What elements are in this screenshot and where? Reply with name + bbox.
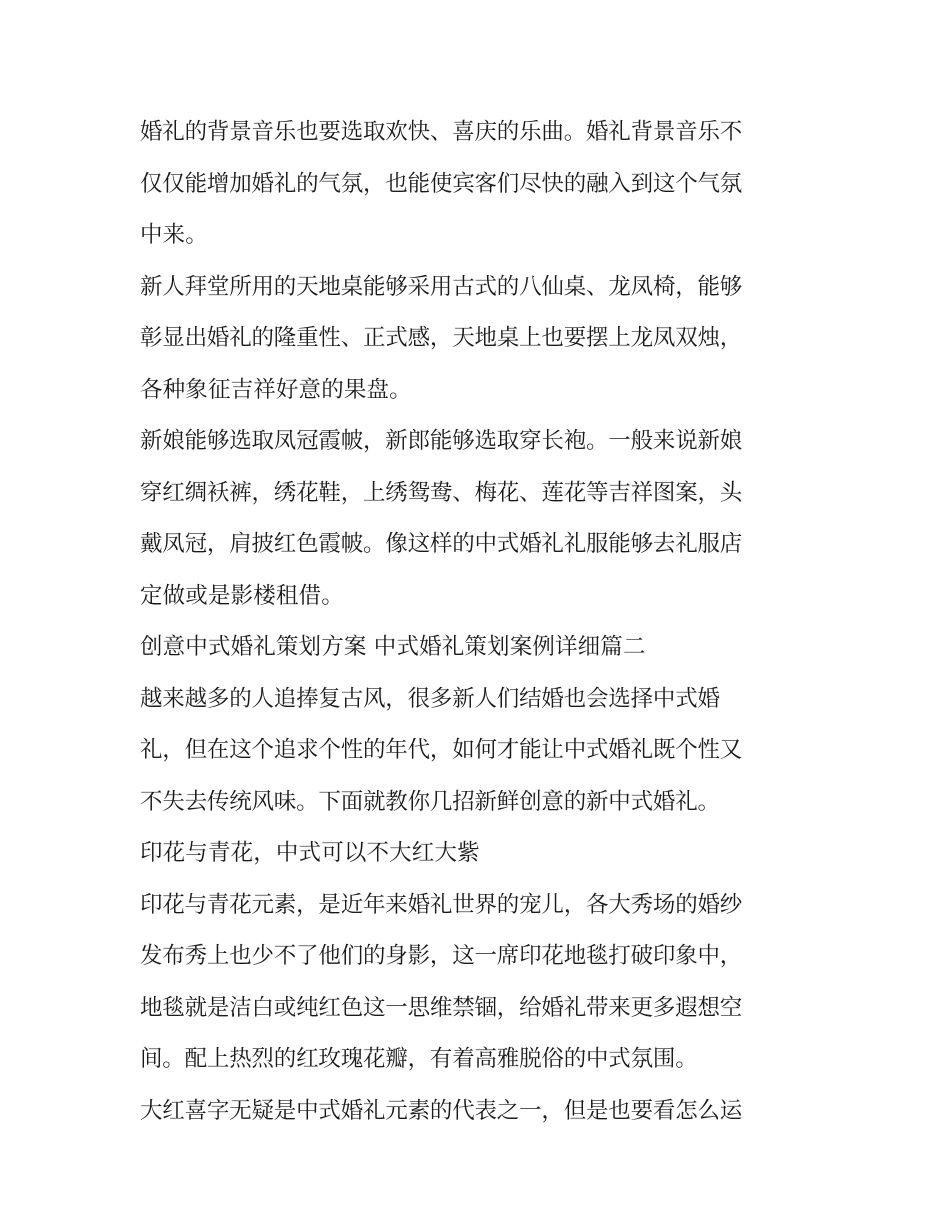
text-line: 大红喜字无疑是中式婚礼元素的代表之一，但是也要看怎么运 xyxy=(140,1097,743,1124)
text-line: 间。配上热烈的红玫瑰花瓣，有着高雅脱俗的中式氛围。 xyxy=(140,1046,698,1072)
text-line: 定做或是影楼租借。 xyxy=(140,582,344,609)
text-line: 戴凤冠，肩披红色霞帔。像这样的中式婚礼礼服能够去礼服店 xyxy=(140,531,743,557)
document-page xyxy=(140,107,815,1137)
text-line: 印花与青花元素，是近年来婚礼世界的宠儿，各大秀场的婚纱 xyxy=(140,891,743,918)
subheading: 印花与青花，中式可以不大红大紫 xyxy=(140,840,480,866)
text-line: 婚礼的背景音乐也要选取欢快、喜庆的乐曲。婚礼背景音乐不 xyxy=(140,119,743,145)
text-line: 各种象征吉祥好意的果盘。 xyxy=(140,376,412,403)
section-heading: 创意中式婚礼策划方案 中式婚礼策划案例详细篇二 xyxy=(140,634,646,660)
text-line: 新人拜堂所用的天地桌能够采用古式的八仙桌、龙凤椅，能够 xyxy=(140,273,743,300)
text-line: 越来越多的人追捧复古风，很多新人们结婚也会选择中式婚 xyxy=(140,685,720,712)
text-line: 不失去传统风味。下面就教你几招新鲜创意的新中式婚礼。 xyxy=(140,788,720,815)
text-line: 中来。 xyxy=(140,222,208,248)
text-line: 彰显出婚礼的隆重性、正式感，天地桌上也要摆上龙凤双烛， xyxy=(140,325,743,351)
text-line: 地毯就是洁白或纯红色这一思维禁锢，给婚礼带来更多遐想空 xyxy=(140,994,743,1021)
text-line: 仅仅能增加婚礼的气氛，也能使宾客们尽快的融入到这个气氛 xyxy=(140,170,743,197)
text-line: 穿红绸袄裤，绣花鞋，上绣鸳鸯、梅花、莲花等吉祥图案，头 xyxy=(140,479,743,506)
text-line: 新娘能够选取凤冠霞帔，新郎能够选取穿长袍。一般来说新娘 xyxy=(140,428,743,454)
text-line: 发布秀上也少不了他们的身影，这一席印花地毯打破印象中， xyxy=(140,943,743,969)
text-line: 礼，但在这个追求个性的年代，如何才能让中式婚礼既个性又 xyxy=(140,737,743,763)
